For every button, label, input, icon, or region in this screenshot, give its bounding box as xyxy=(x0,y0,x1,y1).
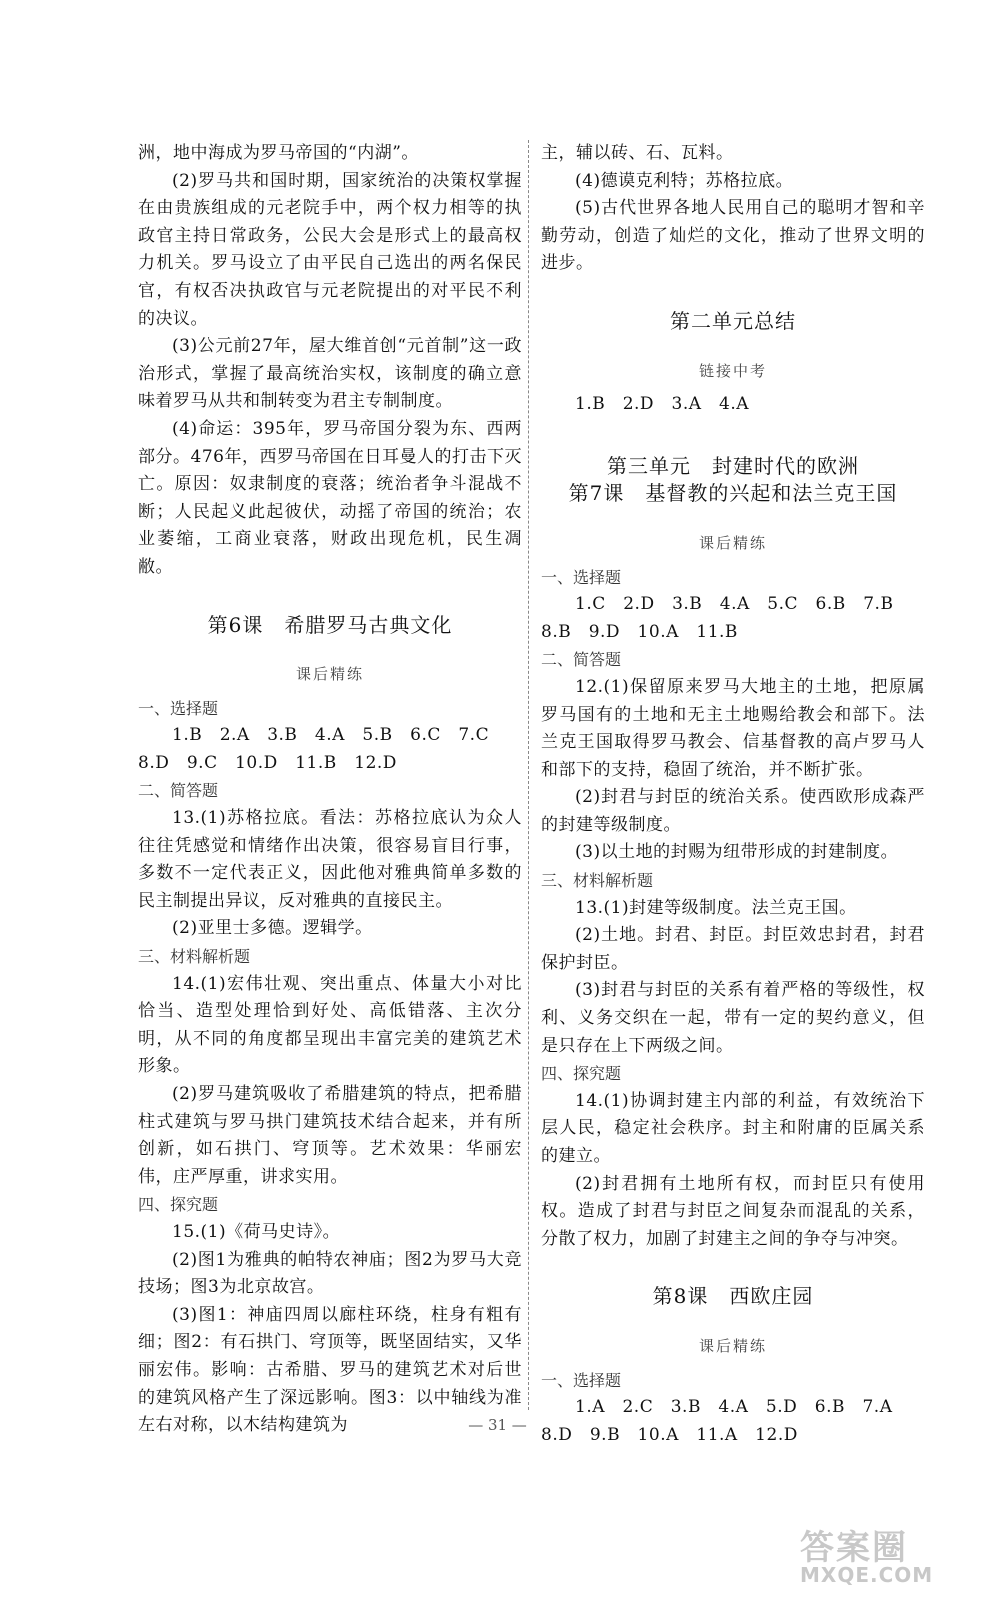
paragraph: (3)封君与封臣的关系有着严格的等级性，权利、义务交织在一起，带有一定的契约意义，但是只存在上下两级之间。 xyxy=(541,980,925,1056)
paragraph: 主，辅以砖、石、瓦料。 xyxy=(541,143,734,163)
lesson-7-title: 第7课 基督教的兴起和法兰克王国 xyxy=(568,481,898,506)
paragraph: (2)亚里士多德。逻辑学。 xyxy=(172,918,373,939)
paragraph: 14.(1)宏伟壮观、突出重点、体量大小对比恰当、造型处理恰到好处、高低错落、主次分明，从不同的角度都呈现出丰富完美的建筑艺术形象。 xyxy=(138,973,522,1077)
right-column xyxy=(541,140,925,1449)
section-subtitle: 课后精练 xyxy=(295,665,364,684)
section-heading: 四、探究题 xyxy=(138,1195,219,1215)
left-column xyxy=(138,140,522,1440)
watermark-logo xyxy=(800,1520,980,1590)
paragraph: (2)罗马共和国时期，国家统治的决策权掌握在由贵族组成的元老院手中，两个权力相等的执政官主持日常政务，公民大会是形式上的最高权力机关。罗马设立了由平民自己选出的两名保民官，有权否决执政官与元老院提出的对平民不利的决议。 xyxy=(138,170,522,329)
paragraph: (4)命运：395年，罗马帝国分裂为东、西两部分。476年，西罗马帝国在日耳曼人的打击下灭亡。原因：奴隶制度的衰落；统治者争斗混战不断；人民起义此起彼伏，动摇了帝国的统治；农业萎缩，工商业衰落，财政出现危机，民生凋敝。 xyxy=(138,418,522,577)
unit-3-heading xyxy=(541,453,925,508)
section-heading: 二、简答题 xyxy=(138,781,219,801)
paragraph: (4)德谟克利特；苏格拉底。 xyxy=(575,170,794,191)
paragraph: (2)封君拥有土地所有权，而封臣只有使用权。造成了封君与封臣之间复杂而混乱的关系，分散了权力，加剧了封建主之间的争夺与冲突。 xyxy=(541,1173,925,1249)
unit-3-title: 第三单元 封建时代的欧洲 xyxy=(607,453,859,478)
answer-row: 8.B 9.D 10.A 11.B xyxy=(541,621,738,642)
paragraph: 12.(1)保留原来罗马大地主的土地，把原属罗马国有的土地和无主土地赐给教会和部下。法兰克王国取得罗马教会、信基督教的高卢罗马人和部下的支持，稳固了统治，并不断扩张。 xyxy=(541,676,925,780)
paragraph: (3)以土地的封赐为纽带形成的封建制度。 xyxy=(575,842,899,863)
section-heading: 二、简答题 xyxy=(541,650,622,670)
page-number: — 31 — xyxy=(468,1416,527,1434)
lesson-8-title: 第8课 西欧庄园 xyxy=(652,1284,814,1309)
section-heading: 一、选择题 xyxy=(541,567,622,587)
paragraph: (5)古代世界各地人民用自己的聪明才智和辛勤劳动，创造了灿烂的文化，推动了世界文明的进步。 xyxy=(541,198,925,274)
paragraph: (2)土地。封君、封臣。封臣效忠封君，封君保护封臣。 xyxy=(541,925,925,973)
answer-row: 1.A 2.C 3.B 4.A 5.D 6.B 7.A xyxy=(575,1397,893,1418)
paragraph: 洲，地中海成为罗马帝国的“内湖”。 xyxy=(138,143,419,163)
section-heading: 四、探究题 xyxy=(541,1064,622,1084)
answer-row: 8.D 9.C 10.D 11.B 12.D xyxy=(138,752,397,773)
answer-row: 1.B 2.D 3.A 4.A xyxy=(575,394,750,415)
paragraph: 15.(1)《荷马史诗》。 xyxy=(172,1221,341,1242)
lesson-6-title: 第6课 希腊罗马古典文化 xyxy=(207,612,453,637)
answer-row: 1.B 2.A 3.B 4.A 5.B 6.C 7.C xyxy=(172,725,490,746)
unit-2-summary-title: 第二单元总结 xyxy=(670,308,796,333)
section-subtitle: 链接中考 xyxy=(698,361,767,380)
answer-row: 8.D 9.B 10.A 11.A 12.D xyxy=(541,1424,798,1445)
paragraph: 13.(1)封建等级制度。法兰克王国。 xyxy=(575,897,857,918)
section-heading: 一、选择题 xyxy=(541,1370,622,1390)
paragraph: 14.(1)协调封建主内部的利益，有效统治下层人民，稳定社会秩序。封主和附庸的臣属关系的建立。 xyxy=(541,1090,925,1166)
column-divider xyxy=(528,140,529,1410)
watermark-url: MXQE.COM xyxy=(800,1563,934,1587)
paragraph: (2)罗马建筑吸收了希腊建筑的特点，把希腊柱式建筑与罗马拱门建筑技术结合起来，并有所创新，如石拱门、穹顶等。艺术效果：华丽宏伟，庄严厚重，讲求实用。 xyxy=(138,1084,522,1187)
answer-row: 1.C 2.D 3.B 4.A 5.C 6.B 7.B xyxy=(575,594,894,615)
section-subtitle: 课后精练 xyxy=(698,1336,767,1355)
paragraph: (2)封君与封臣的统治关系。使西欧形成森严的封建等级制度。 xyxy=(541,787,925,835)
section-heading: 一、选择题 xyxy=(138,698,219,718)
watermark-text: 答案圈 xyxy=(800,1528,908,1568)
section-heading: 三、材料解析题 xyxy=(138,947,251,967)
paragraph: (3)公元前27年，屋大维首创“元首制”这一政治形式，掌握了最高统治实权，该制度的确立意味着罗马从共和制转变为君主专制制度。 xyxy=(138,336,522,412)
section-heading: 三、材料解析题 xyxy=(541,871,654,891)
section-subtitle: 课后精练 xyxy=(698,533,767,552)
paragraph: 13.(1)苏格拉底。看法：苏格拉底认为众人往往凭感觉和情绪作出决策，很容易盲目行事，多数不一定代表正义，因此他对雅典简单多数的民主制提出异议，反对雅典的直接民主。 xyxy=(138,808,522,911)
paragraph: (3)图1：神庙四周以廊柱环绕，柱身有粗有细；图2：有石拱门、穹顶等，既坚固结实，又华丽宏伟。影响：古希腊、罗马的建筑艺术对后世的建筑风格产生了深远影响。图3：以中轴线为准左右对称，以木结构建筑为 xyxy=(138,1304,522,1436)
paragraph: (2)图1为雅典的帕特农神庙；图2为罗马大竞技场；图3为北京故宫。 xyxy=(138,1249,522,1298)
